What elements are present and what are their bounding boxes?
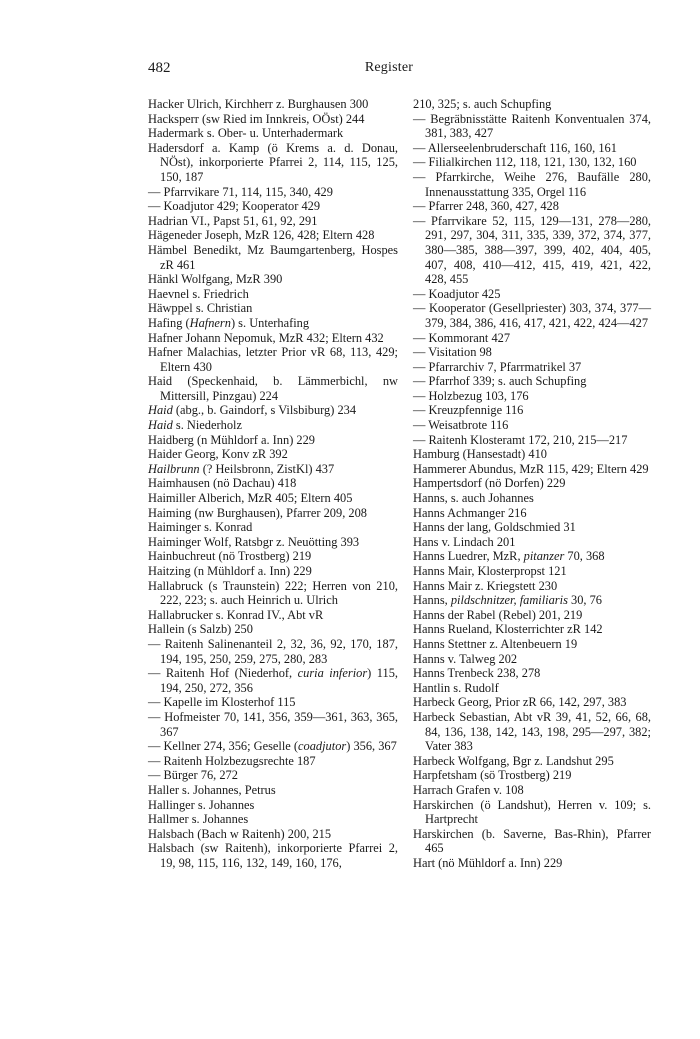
index-entry: Hanns Stettner z. Altenbeuern 19 (413, 636, 578, 651)
index-entry: — Koadjutor 425 (413, 286, 501, 301)
index-entry: Haimiller Alberich, MzR 405; Eltern 405 (148, 491, 353, 506)
index-entry: Hacksperr (sw Ried im Innkreis, OÖst) 244 (148, 111, 365, 126)
index-entry: Haider Georg, Konv zR 392 (148, 447, 288, 462)
index-entry: — Raitenh Salinenanteil 2, 32, 36, 92, 170, 187, 194, 195, 250, 259, 275, 280, 283 (148, 636, 398, 666)
index-entry: Hämbel Benedikt, Mz Baumgartenberg, Hospes zR 461 (148, 242, 398, 272)
index-column-left (148, 97, 398, 870)
index-entry: Häwppel s. Christian (148, 301, 253, 316)
index-entry: — Weisatbrote 116 (413, 418, 509, 433)
index-entry: Haevnel s. Friedrich (148, 286, 249, 301)
index-entry: Hanns der Rabel (Rebel) 201, 219 (413, 607, 583, 622)
index-entry: — Koadjutor 429; Kooperator 429 (148, 199, 321, 214)
index-entry: Hart (nö Mühldorf a. Inn) 229 (413, 855, 563, 870)
index-entry: Harbeck Wolfgang, Bgr z. Landshut 295 (413, 753, 614, 768)
index-entry: Harskirchen (b. Saverne, Bas-Rhin), Pfarrer 465 (413, 826, 651, 856)
index-entry: Haid (Speckenhaid, b. Lämmerbichl, nw Mittersill, Pinzgau) 224 (148, 374, 398, 403)
index-entry: — Pfarrer 248, 360, 427, 428 (413, 199, 559, 214)
index-entry: Hallmer s. Johannes (148, 812, 249, 827)
index-entry: Hampertsdorf (nö Dorfen) 229 (413, 476, 566, 491)
page-header (148, 60, 630, 80)
index-entry: Hanns v. Talweg 202 (413, 651, 518, 666)
index-entry: Haid s. Niederholz (148, 418, 242, 433)
running-title: Register (364, 60, 414, 75)
index-entry: Hanns der lang, Goldschmied 31 (413, 520, 576, 535)
index-entry: — Visitation 98 (413, 345, 492, 360)
index-entry: Hafner Malachias, letzter Prior vR 68, 113, 429; Eltern 430 (148, 345, 398, 374)
index-entry: Harrach Grafen v. 108 (413, 782, 524, 797)
index-entry: Halsbach (Bach w Raitenh) 200, 215 (148, 826, 332, 841)
index-entry: Hafing (Hafnern) s. Unterhafing (148, 315, 310, 330)
index-entry: — Hofmeister 70, 141, 356, 359—361, 363, 365, 367 (148, 709, 398, 739)
index-entry: Harskirchen (ö Landshut), Herren v. 109; s. Hartprecht (413, 797, 651, 827)
index-entry: Haiminger s. Konrad (148, 520, 253, 535)
index-entry: — Bürger 76, 272 (148, 768, 238, 783)
index-entry: — Holzbezug 103, 176 (413, 388, 529, 403)
index-entry: Hamburg (Hansestadt) 410 (413, 447, 547, 462)
index-entry: Hammerer Abundus, MzR 115, 429; Eltern 429 (413, 461, 649, 476)
index-column-right (413, 97, 651, 870)
index-entry: Halsbach (sw Raitenh), inkorporierte Pfarrei 2, 19, 98, 115, 116, 132, 149, 160, 176, (148, 841, 398, 870)
index-entry: Hanns Rueland, Klosterrichter zR 142 (413, 622, 603, 637)
index-entry: Hanns, pildschnitzer, familiaris 30, 76 (413, 593, 602, 608)
index-entry: — Pfarrarchiv 7, Pfarrmatrikel 37 (413, 359, 582, 374)
index-entry: — Allerseelenbruderschaft 116, 160, 161 (413, 140, 617, 155)
index-entry: — Pfarrhof 339; s. auch Schupfing (413, 374, 587, 389)
index-entry: — Kooperator (Gesellpriester) 303, 374, 377—379, 384, 386, 416, 417, 421, 422, 424—427 (413, 301, 651, 330)
index-entry: Haiming (nw Burghausen), Pfarrer 209, 208 (148, 505, 367, 520)
index-entry: — Raitenh Holzbezugsrechte 187 (148, 753, 316, 768)
index-entry: Harbeck Georg, Prior zR 66, 142, 297, 383 (413, 695, 627, 710)
index-entry: — Raitenh Klosteramt 172, 210, 215—217 (413, 432, 628, 447)
index-entry: — Pfarrvikare 71, 114, 115, 340, 429 (148, 184, 333, 199)
index-entry: Haitzing (n Mühldorf a. Inn) 229 (148, 564, 312, 578)
index-entry: Hanns Luedrer, MzR, pitanzer 70, 368 (413, 549, 605, 564)
page-number: 482 (148, 60, 171, 76)
index-entry: Hallein (s Salzb) 250 (148, 622, 253, 637)
index-entry: Hanns Trenbeck 238, 278 (413, 666, 541, 681)
index-entry: Hägeneder Joseph, MzR 126, 428; Eltern 428 (148, 228, 375, 243)
index-entry: Haid (abg., b. Gaindorf, s Vilsbiburg) 234 (148, 403, 357, 418)
index-entry: Hans v. Lindach 201 (413, 534, 516, 549)
index-entry: Hallabrucker s. Konrad IV., Abt vR (148, 607, 324, 622)
index-entry: Hadersdorf a. Kamp (ö Krems a. d. Donau, NÖst), inkorporierte Pfarrei 2, 114, 115, 125, 150, 187 (148, 140, 398, 184)
index-entry: Haimhausen (nö Dachau) 418 (148, 476, 297, 491)
index-entry: — Pfarrvikare 52, 115, 129—131, 278—280, 291, 297, 304, 311, 335, 339, 372, 374, 377, 380—385, 388—397, 399, 402, 404, 405, 407, 408, 410—412, 415, 419, 421, 422, 428, 455 (413, 213, 651, 287)
index-entry: Haiminger Wolf, Ratsbgr z. Neuötting 393 (148, 534, 360, 549)
index-entry: — Kommorant 427 (413, 330, 511, 345)
index-entry: Hadrian VI., Papst 51, 61, 92, 291 (148, 213, 318, 228)
index-entry: — Pfarrkirche, Weihe 276, Baufälle 280, Innenausstattung 335, Orgel 116 (413, 169, 651, 199)
index-entry: Harpfetsham (sö Trostberg) 219 (413, 768, 572, 783)
index-entry: — Kapelle im Klosterhof 115 (148, 695, 296, 710)
index-entry: Haller s. Johannes, Petrus (148, 782, 276, 797)
index-entry: Hanns Mair z. Kriegstett 230 (413, 578, 558, 593)
index-entry: Hänkl Wolfgang, MzR 390 (148, 272, 283, 287)
index-entry: — Begräbnisstätte Raitenh Konventualen 374, 381, 383, 427 (413, 111, 651, 141)
index-entry: Hantlin s. Rudolf (413, 680, 499, 695)
index-entry: Hainbuchreut (nö Trostberg) 219 (148, 549, 312, 564)
index-entry: Hallabruck (s Traunstein) 222; Herren von 210, 222, 223; s. auch Heinrich u. Ulrich (148, 578, 398, 608)
index-entry: — Raitenh Hof (Niederhof, curia inferior) 115, 194, 250, 272, 356 (148, 666, 398, 695)
index-entry: Hanns Achmanger 216 (413, 505, 527, 520)
index-entry: Hanns Mair, Klosterpropst 121 (413, 564, 567, 578)
index-entry: Harbeck Sebastian, Abt vR 39, 41, 52, 66, 68, 84, 136, 138, 142, 143, 198, 295—297, 382; Vater 383 (413, 709, 651, 754)
index-entry: — Kellner 274, 356; Geselle (coadjutor) 356, 367 (148, 739, 397, 754)
index-entry: Hacker Ulrich, Kirchherr z. Burghausen 300 (148, 97, 369, 111)
index-entry: — Kreuzpfennige 116 (413, 403, 524, 418)
index-entry: Hallinger s. Johannes (148, 797, 255, 812)
index-entry: Haidberg (n Mühldorf a. Inn) 229 (148, 432, 316, 447)
index-entry: Hafner Johann Nepomuk, MzR 432; Eltern 432 (148, 330, 384, 345)
index-entry: — Filialkirchen 112, 118, 121, 130, 132, 160 (413, 155, 637, 170)
index-entry: Hailbrunn (? Heilsbronn, ZistKl) 437 (148, 461, 335, 476)
index-entry: 210, 325; s. auch Schupfing (413, 97, 552, 111)
index-entry: Hanns, s. auch Johannes (413, 491, 534, 506)
index-entry: Hadermark s. Ober- u. Unterhadermark (148, 126, 344, 141)
